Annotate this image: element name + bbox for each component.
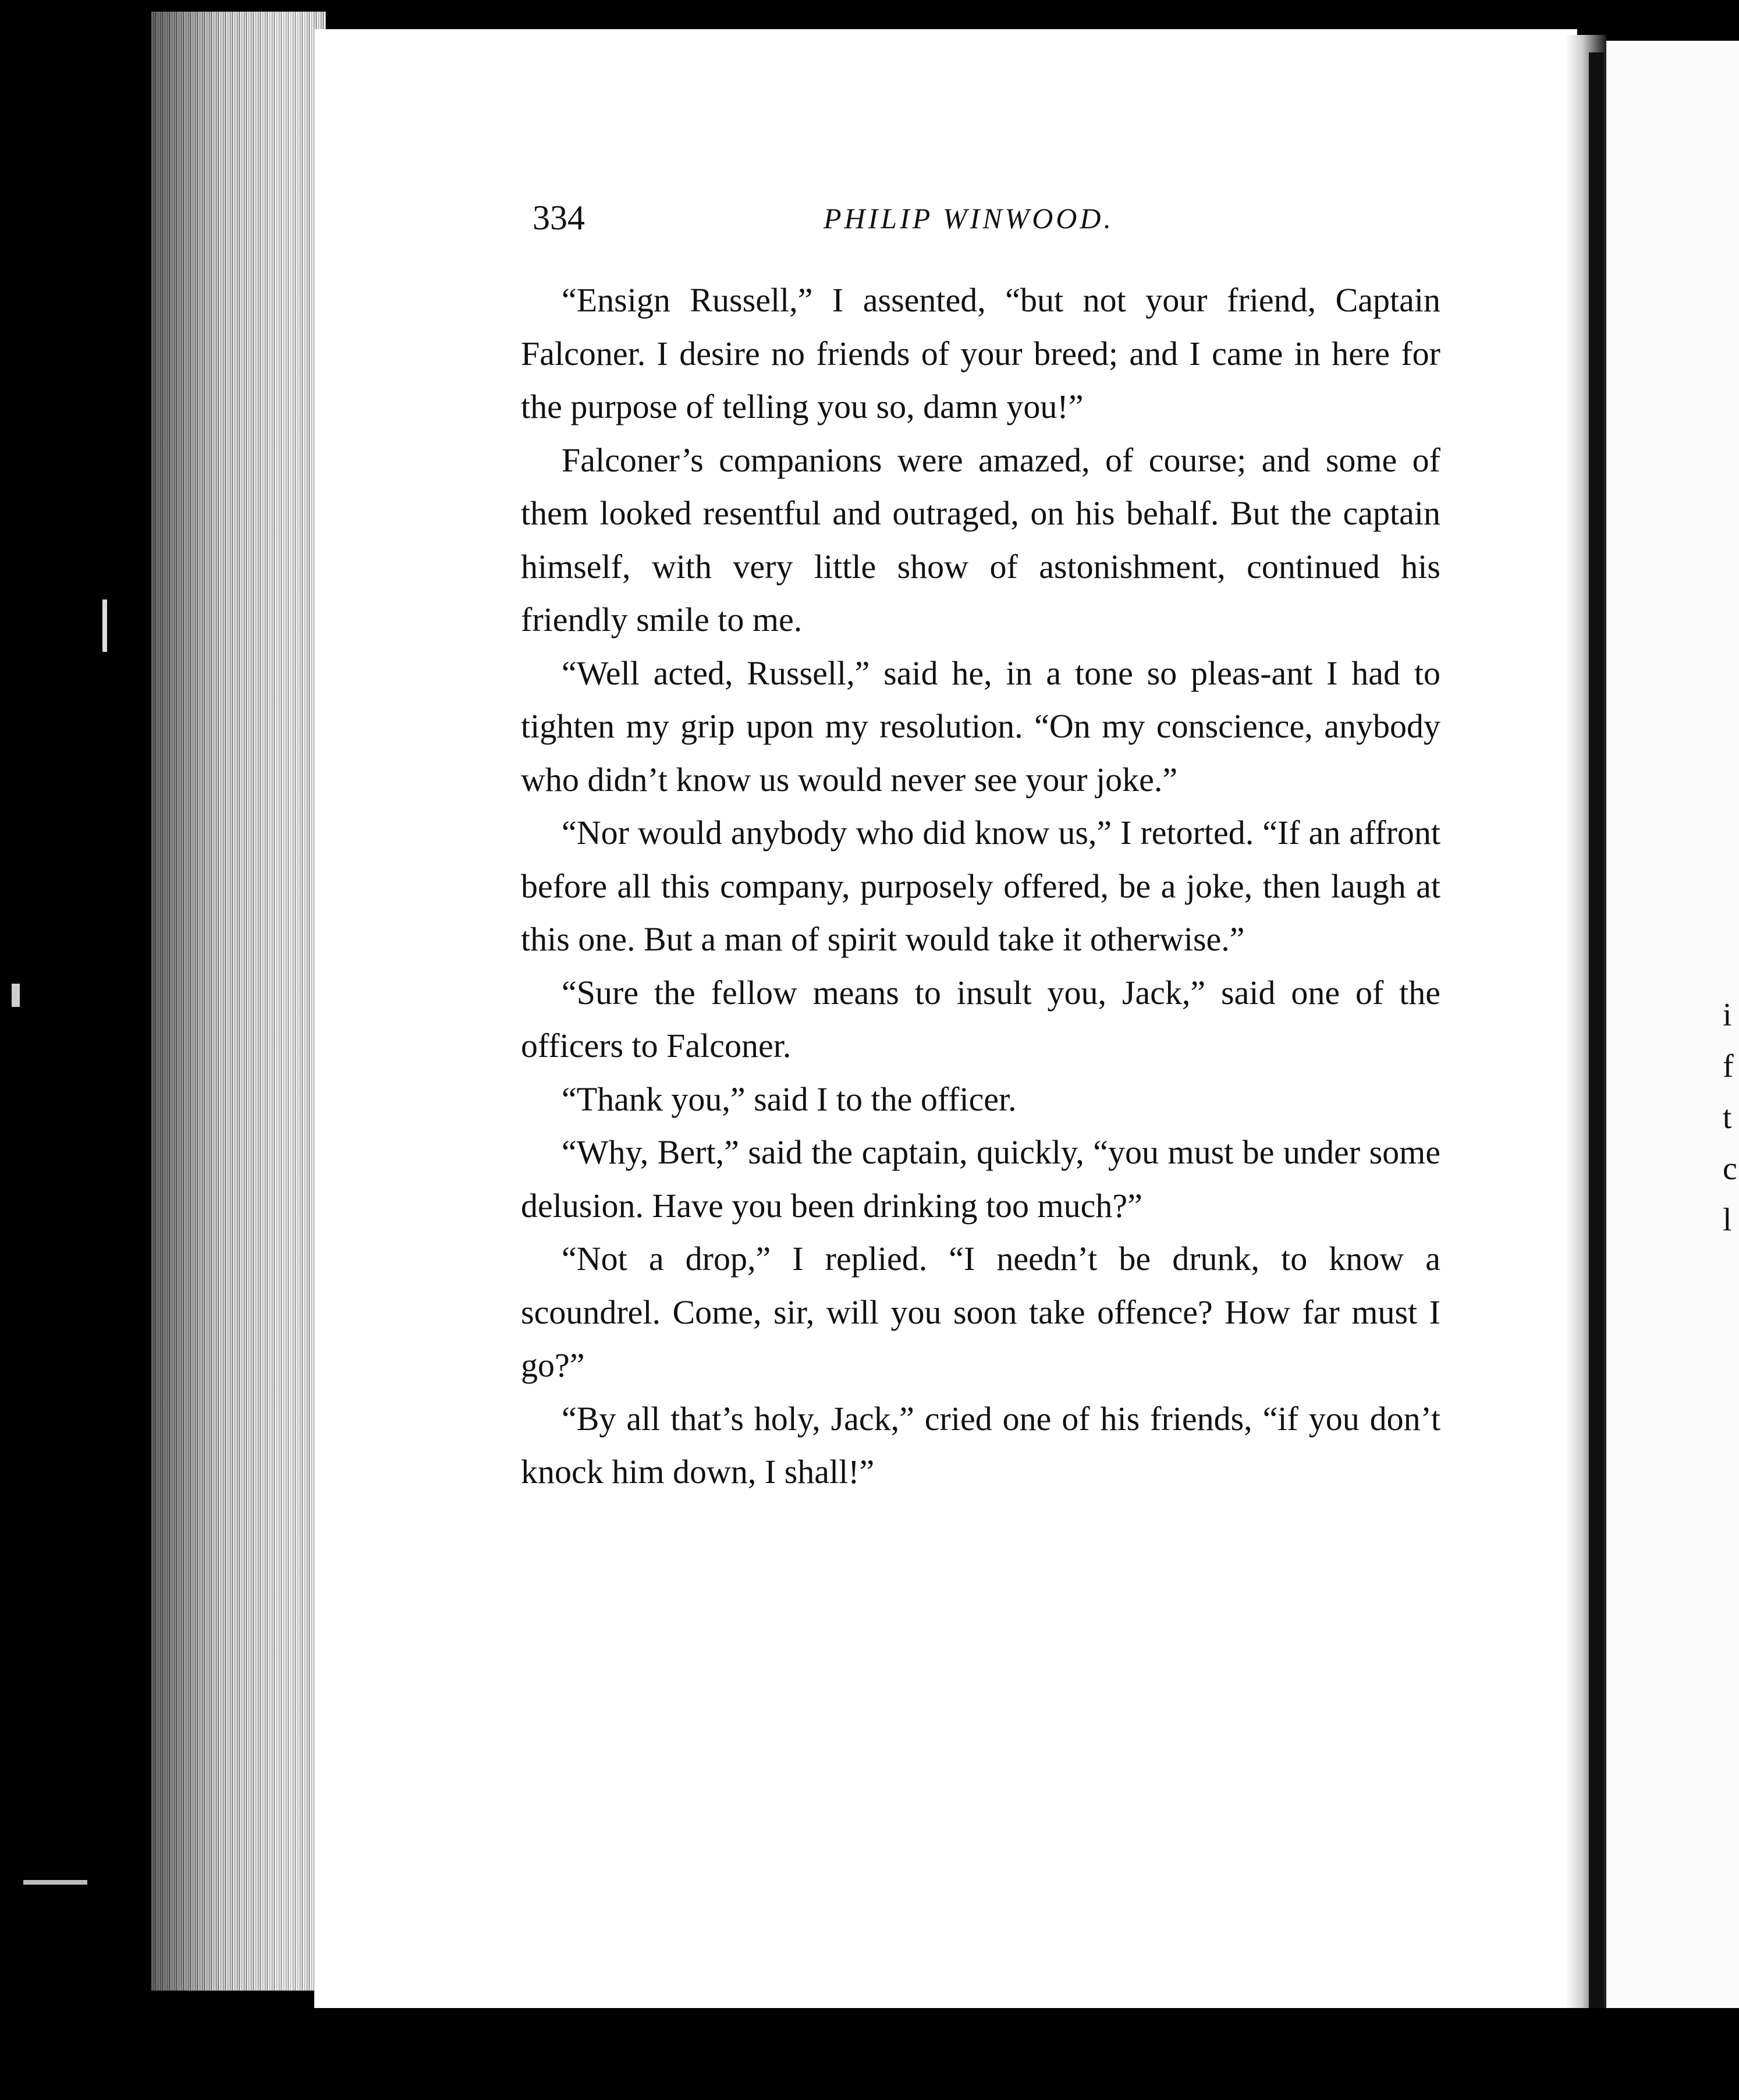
paragraph: “Thank you,” said I to the officer. xyxy=(562,1080,1017,1118)
facing-page-glyph: i xyxy=(1723,997,1732,1033)
facing-page-glyph: f xyxy=(1723,1048,1734,1084)
scan-artifact xyxy=(12,984,20,1007)
scan-artifact xyxy=(23,1880,87,1885)
facing-page-text-fragments xyxy=(1723,989,1739,1246)
paragraph: “Not a drop,” I replied. “I needn’t be drunk, to know a scoundrel. Come, sir, will you soon take offence? How far must I go?” xyxy=(521,1240,1440,1384)
facing-page-glyph: c xyxy=(1723,1151,1737,1187)
running-head xyxy=(533,198,1440,244)
facing-page-edge xyxy=(1589,52,1604,2008)
paragraph: “Well acted, Russell,” said he, in a tone so pleas-ant I had to tighten my grip upon my resolution. “On my conscience, anybody who didn’t know us would never see your joke.” xyxy=(521,654,1440,799)
paragraph: Falconer’s companions were amazed, of course; and some of them looked resentful and outraged, on his behalf. But the captain himself, with very little show of astonishment, continued his friendly smile to me. xyxy=(521,441,1440,638)
page-stack-shadow xyxy=(151,12,326,1991)
facing-page-sliver xyxy=(1606,41,1739,2008)
facing-page-glyph: l xyxy=(1723,1202,1732,1238)
paragraph: “Ensign Russell,” I assented, “but not your friend, Captain Falconer. I desire no friends of your breed; and I came in here for the purpose of telling you so, damn you!” xyxy=(521,281,1440,425)
page-number: 334 xyxy=(533,198,585,237)
scan-artifact xyxy=(102,600,107,652)
body-text xyxy=(521,274,1440,1499)
paragraph: “Sure the fellow means to insult you, Jack,” said one of the officers to Falconer. xyxy=(521,973,1440,1065)
paragraph: “By all that’s holy, Jack,” cried one of his friends, “if you don’t knock him down, I shall!” xyxy=(521,1399,1440,1491)
book-title: PHILIP WINWOOD. xyxy=(824,202,1115,235)
paragraph: “Why, Bert,” said the captain, quickly, “you must be under some delusion. Have you been drinking too much?” xyxy=(521,1133,1440,1225)
paragraph: “Nor would anybody who did know us,” I retorted. “If an affront before all this company, purposely offered, be a joke, then laugh at this one. But a man of spirit would take it otherwise.” xyxy=(521,814,1440,958)
facing-page-glyph: t xyxy=(1723,1099,1732,1136)
